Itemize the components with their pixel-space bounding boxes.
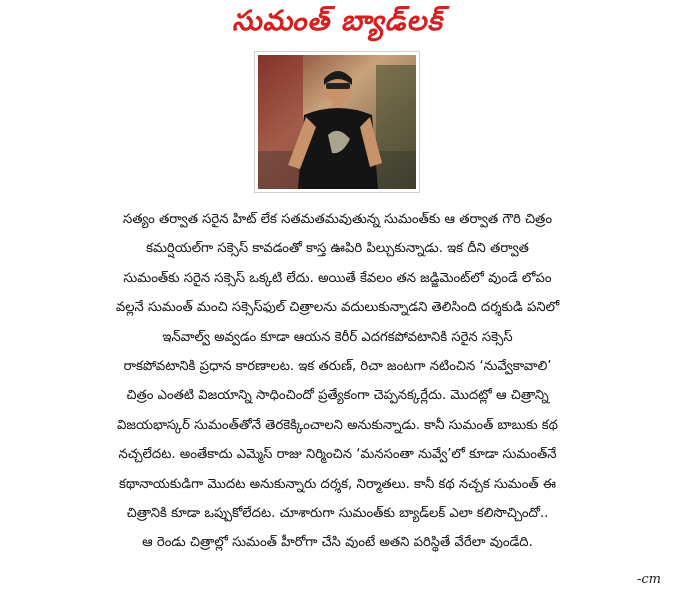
article-line: సత్యం తర్వాత సరైన హిట్ లేక సతమతమవుతున్న సుమంత్‌కు ఆ తర్వాత గౌరి చిత్రం	[122, 212, 553, 227]
article-photo	[254, 51, 420, 193]
photo-illustration	[258, 55, 416, 189]
article-headline: సుమంత్ బ్యాడ్‌లక్	[232, 4, 443, 37]
article-line: చిత్రానికి కూడా ఒప్పుకోలేదట. చూశారుగా సుమంత్‌కు బ్యాడ్‌లక్ ఎలా కలిసొచ్చిందో..	[126, 506, 549, 522]
article-line: కమర్షియల్‌గా సక్సెస్ కావడంతో కాస్త ఊపిరి పిల్చుకున్నాడు. ఇక దీని తర్వాత	[146, 241, 529, 257]
article-line: ఇన్‌వాల్వ్ అవ్వడం కూడా ఆయన కెరీర్ ఎదగకపోవటానికి సరైన సక్సెస్	[162, 329, 513, 345]
article-line: విజయభాస్కర్ సుమంత్‌తోనే తెరకెక్కించాలని అనుకున్నాడు. కానీ సుమంత్ బాబుకు కథ	[117, 417, 558, 433]
article-body	[30, 205, 645, 558]
article-line: నచ్చలేదట. అంతేకాదు ఎమ్మెస్ రాజు నిర్మించిన ‘మనసంతా నువ్వే’లో కూడా సుమంత్‌నే	[118, 447, 557, 463]
article-line: చిత్రం ఎంతటి విజయాన్ని సాధించిందో ప్రత్యేకంగా చెప్పనక్కర్లేదు. మొదట్లో ఆ చిత్రాన్ని	[126, 388, 549, 404]
article-line: సుమంత్‌కు సరైన సక్సెస్ ఒక్కటి లేదు. అయితే కేవలం తన జడ్జిమెంట్‌లో వుండే లోపం	[123, 270, 552, 286]
article-line: రాకపోవటానికి ప్రధాన కారణాలట. ఇక తరుణ్, రిచా జంటగా నటించిన ‘నువ్వేకావాలి’	[123, 359, 552, 375]
article-line: ఆ రెండు చిత్రాల్లో సుమంత్ హీరోగా చేసి వుంటే అతని పరిస్థితే వేరేలా వుండేది.	[142, 535, 533, 551]
article-line: వల్లనే సుమంత్ మంచి సక్సెస్‌ఫుల్ చిత్రాలను వదులుకున్నాడని తెలిసింది దర్శకుడి పనిలో	[115, 300, 560, 316]
article-line: కథానాయకుడిగా మొదట అనుకున్నారు దర్శక, నిర్మాతలు. కానీ కథ నచ్చక సుమంత్ ఈ	[119, 476, 556, 492]
author-byline: -cm	[636, 572, 661, 587]
